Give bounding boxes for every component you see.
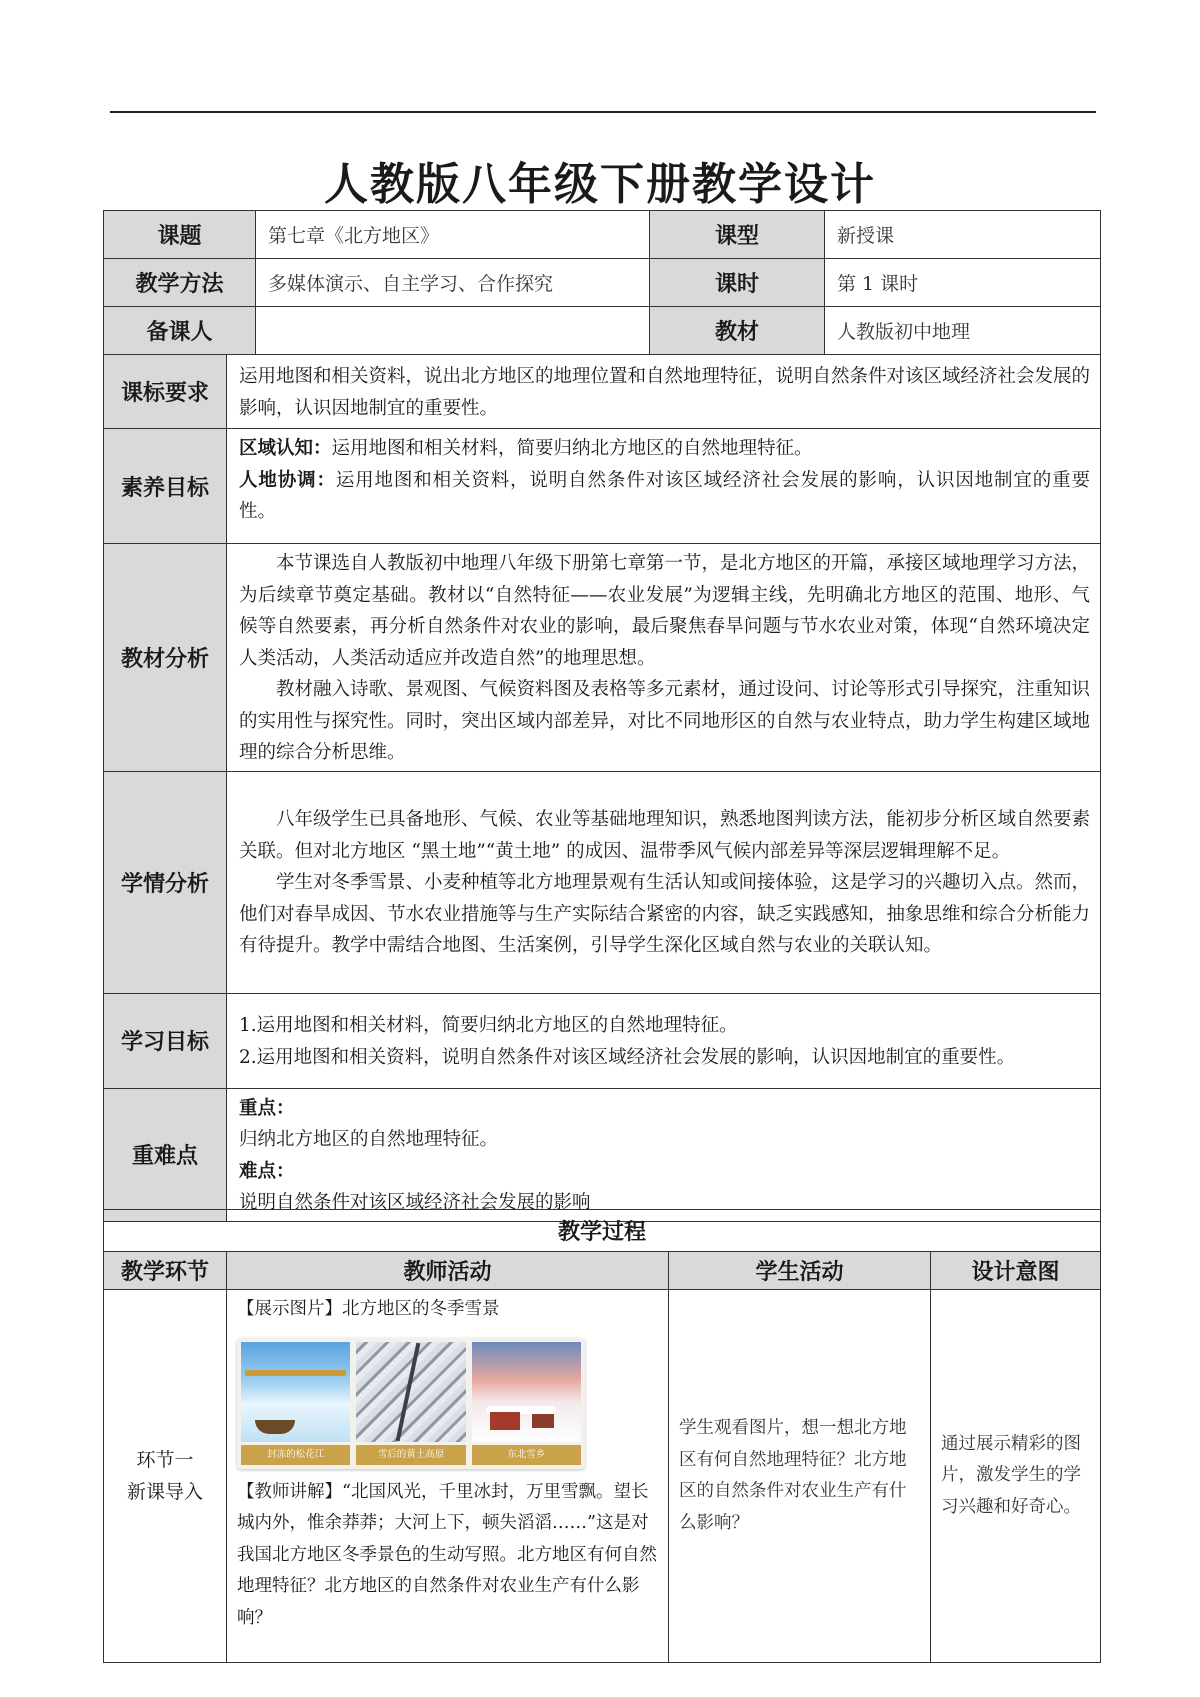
curriculum-label: 课标要求: [104, 355, 227, 429]
textbook-analysis-para2: 教材融入诗歌、景观图、气候资料图及表格等多元素材，通过设问、讨论等形式引导探究，注重知识的实用性与探究性。同时，突出区域内部差异，对比不同地形区的自然与农业特点，助力学生构建区域地理的综合分析思维。: [239, 679, 1091, 763]
stage-cell: [104, 1290, 227, 1663]
literacy-item1-text: 运用地图和相关材料，简要归纳北方地区的自然地理特征。: [331, 438, 813, 459]
topic-value: 第七章《北方地区》: [256, 211, 650, 259]
teacher-talk: 【教师讲解】“北国风光，千里冰封，万里雪飘。望长城内外，惟余莽莽；大河上下，顿失滔滔……”这是对我国北方地区冬季景色的生动写照。北方地区有何自然地理特征？北方地区的自然条件对农业生产有什么影响？: [237, 1481, 657, 1628]
photo-songhua-river: [241, 1342, 350, 1465]
col-header-intent: 设计意图: [931, 1252, 1101, 1290]
student-analysis-para1: 八年级学生已具备地形、气候、农业等基础地理知识，熟悉地图判读方法，能初步分析区域自然要素关联。但对北方地区 “黑土地”“黄土地” 的成因、温带季风气候内部差异等深层逻辑理解不足。: [239, 809, 1091, 862]
textbook-value: 人教版初中地理: [825, 307, 1101, 355]
photo-caption: 封冻的松花江: [241, 1445, 350, 1465]
literacy-label: 素养目标: [104, 429, 227, 544]
period-label: 课时: [650, 259, 825, 307]
stage-name: 新课导入: [126, 1481, 203, 1503]
textbook-analysis-label: 教材分析: [104, 544, 227, 772]
objectives-label: 学习目标: [104, 993, 227, 1088]
key-points-label: 重难点: [104, 1088, 227, 1221]
topic-label: 课题: [104, 211, 256, 259]
key-point-head: 重点：: [239, 1097, 295, 1119]
preparer-label: 备课人: [104, 307, 256, 355]
col-header-student: 学生活动: [669, 1252, 931, 1290]
period-value: 第 1 课时: [825, 259, 1101, 307]
photo-caption: 东北雪乡: [472, 1445, 581, 1465]
lesson-type-label: 课型: [650, 211, 825, 259]
col-header-teacher: 教师活动: [227, 1252, 669, 1290]
snowy-plateau-image: [356, 1342, 465, 1442]
snow-town-image: [472, 1342, 581, 1442]
col-header-stage: 教学环节: [104, 1252, 227, 1290]
key-points-body: [227, 1088, 1101, 1221]
difficulty-text: 说明自然条件对该区域经济社会发展的影响: [239, 1192, 591, 1213]
teacher-activity-cell: [227, 1290, 669, 1663]
course-info-table: [103, 210, 1101, 355]
student-activity-cell: 学生观看图片，想一想北方地区有何自然地理特征？北方地区的自然条件对农业生产有什么影响？: [669, 1290, 931, 1663]
document-title: 人教版八年级下册教学设计: [324, 159, 876, 210]
curriculum-text: 运用地图和相关资料，说出北方地区的地理位置和自然地理特征，说明自然条件对该区域经济社会发展的影响，认识因地制宜的重要性。: [227, 355, 1101, 429]
photo-snow-town: [472, 1342, 581, 1465]
textbook-analysis-para1: 本节课选自人教版初中地理八年级下册第七章第一节，是北方地区的开篇，承接区域地理学习方法，为后续章节奠定基础。教材以“自然特征——农业发展”为逻辑主线，先明确北方地区的范围、地形、气候等自然要素，再分析自然条件对农业的影响，最后聚焦春旱问题与节水农业对策，体现“自然环境决定人类活动，人类活动适应并改造自然”的地理思想。: [239, 553, 1091, 669]
photo-loess-plateau: [356, 1342, 465, 1465]
teacher-intro: 【展示图片】北方地区的冬季雪景: [237, 1299, 500, 1319]
textbook-analysis-body: [227, 544, 1101, 772]
student-analysis-label: 学情分析: [104, 771, 227, 993]
header-rule: [110, 111, 1096, 113]
objective-item: 1.运用地图和相关材料，简要归纳北方地区的自然地理特征。: [239, 1015, 738, 1036]
literacy-body: [227, 429, 1101, 544]
objectives-body: [227, 993, 1101, 1088]
literacy-item2-head: 人地协调：: [239, 469, 336, 491]
literacy-item2-text: 运用地图和相关资料，说明自然条件对该区域经济社会发展的影响，认识因地制宜的重要性。: [239, 469, 1090, 522]
process-title: 教学过程: [104, 1210, 1101, 1252]
textbook-label: 教材: [650, 307, 825, 355]
lesson-analysis-table: [103, 354, 1101, 1222]
student-analysis-body: [227, 771, 1101, 993]
method-value: 多媒体演示、自主学习、合作探究: [256, 259, 650, 307]
frozen-river-image: [241, 1342, 350, 1442]
difficulty-head: 难点：: [239, 1160, 295, 1182]
photo-caption: 雪后的黄土高原: [356, 1445, 465, 1465]
preparer-value: [256, 307, 650, 355]
key-point-text: 归纳北方地区的自然地理特征。: [239, 1129, 499, 1150]
winter-snow-photo-strip: [237, 1338, 585, 1469]
literacy-item1-head: 区域认知：: [239, 438, 332, 459]
design-intent-cell: 通过展示精彩的图片，激发学生的学习兴趣和好奇心。: [931, 1290, 1101, 1663]
objective-item: 2.运用地图和相关资料，说明自然条件对该区域经济社会发展的影响，认识因地制宜的重要性。: [239, 1046, 1016, 1068]
lesson-type-value: 新授课: [825, 211, 1101, 259]
student-analysis-para2: 学生对冬季雪景、小麦种植等北方地理景观有生活认知或间接体验，这是学习的兴趣切入点。然而，他们对春旱成因、节水农业措施等与生产实际结合紧密的内容，缺乏实践感知，抽象思维和综合分析能力有待提升。教学中需结合地图、生活案例，引导学生深化区域自然与农业的关联认知。: [239, 872, 1091, 957]
teaching-process-table: [103, 1209, 1101, 1663]
stage-number: 环节一: [136, 1449, 194, 1471]
method-label: 教学方法: [104, 259, 256, 307]
